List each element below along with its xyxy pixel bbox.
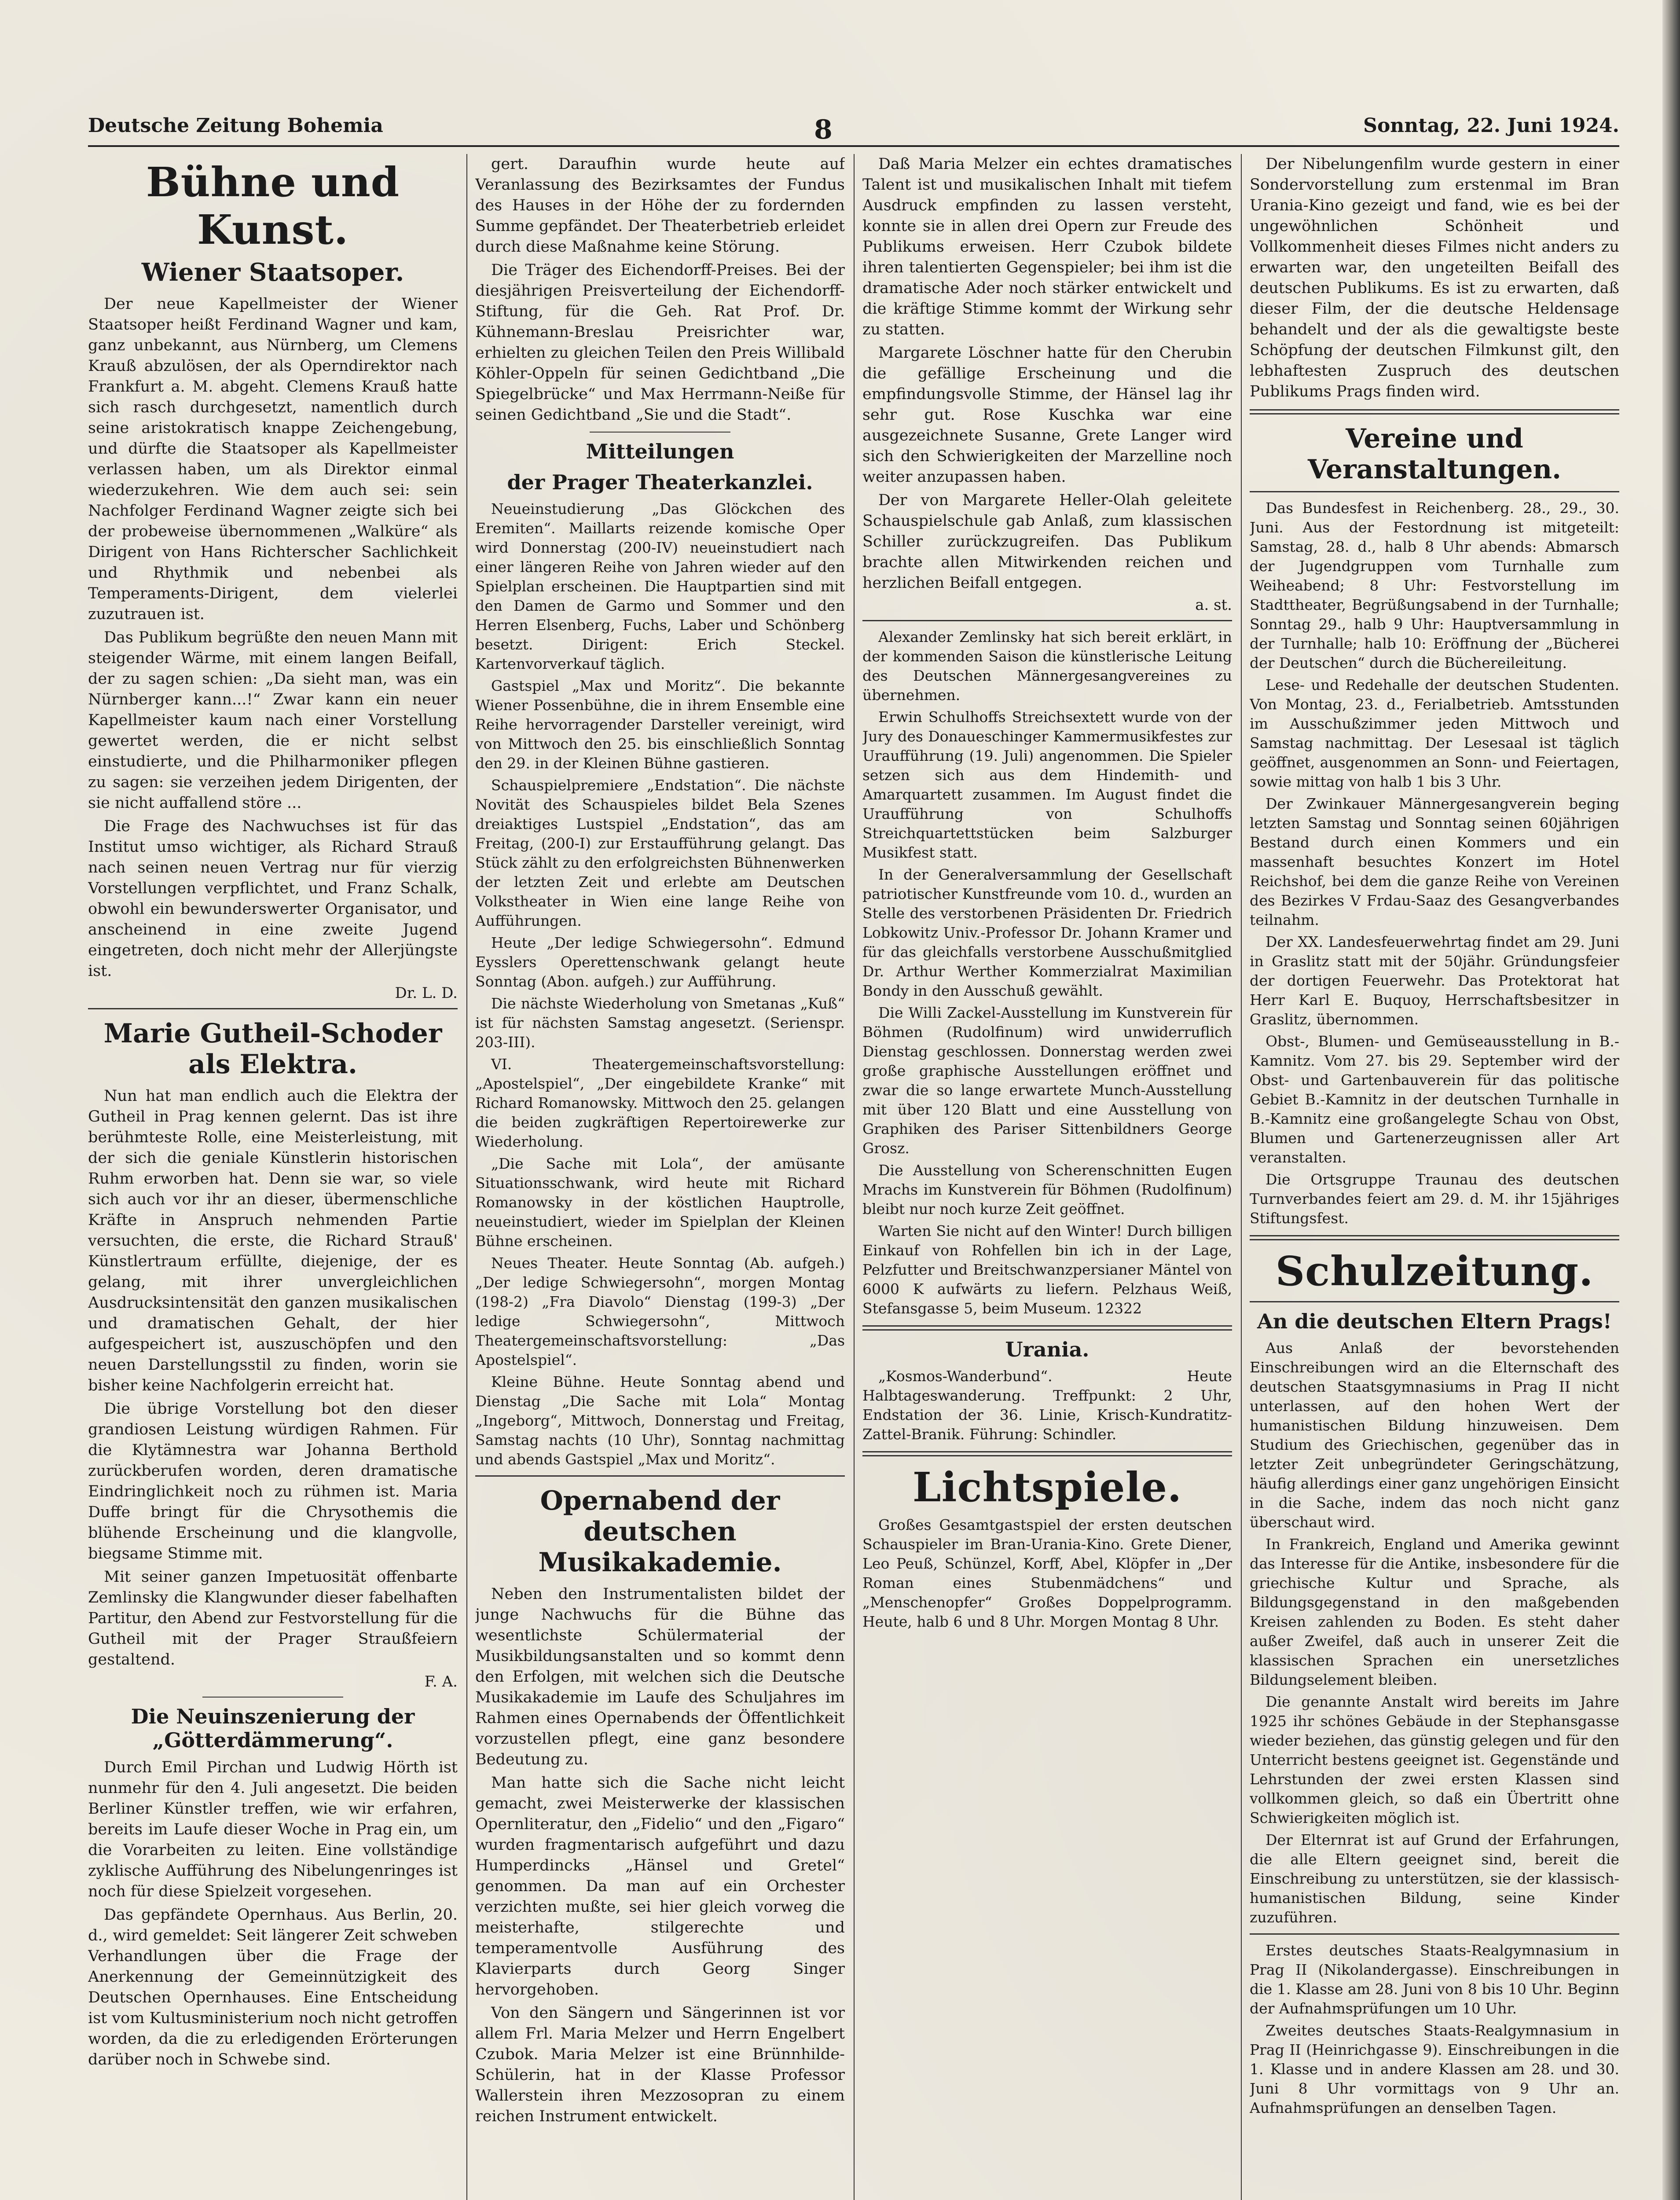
article-paragraph: Die nächste Wiederholung von Smetanas „Kuß“ ist für nächsten Samstag angesetzt. (Serienspr. 203-III). (475, 995, 845, 1051)
article-paragraph: Der Elternrat ist auf Grund der Erfahrungen, die alle Eltern geeignet sind, bereit die Einschreibung zu unterstützen, sie der klassisch-humanistischen Bildung, seine Kinder zuzuführen. (1250, 1831, 1619, 1926)
column-2 (475, 154, 845, 2200)
section-title-vereine: Vereine und Veranstaltungen. (1307, 423, 1562, 485)
article-paragraph: Der neue Kapellmeister der Wiener Staatsoper heißt Ferdinand Wagner und kam, ganz unbekannt, aus Nürnberg, um Clemens Krauß abzulösen, der als Operndirektor nach Frankfurt a. M. abgeht. Clemens Krauß hatte sich rasch durchgesetzt, namentlich durch seine aristokratisch knappe Zeichengebung, und dürfte die Staatsoper als Kapellmeister verlassen haben, um als Direktor einmal wiederzukehren. Wie dem auch sei: sein Nachfolger Ferdinand Wagner zeigte sich bei der probeweise übernommenen „Walküre“ als Dirigent von Hans Richterscher Sachlichkeit und Rhythmik und nebenbei als Temperaments-Dirigent, dem vielerlei zuzutrauen ist. (88, 295, 458, 623)
article-paragraph: Die Träger des Eichendorff-Preises. Bei der diesjährigen Preisverteilung der Eichendorff-Stiftung, für die Geh. Rat Prof. Dr. Kühnemann-Breslau Preisrichter war, erhielten zu gleichen Teilen den Preis Willibald Köhler-Oppeln für seinen Gedichtband „Die Spiegelbrücke“ und Max Herrmann-Neiße für seinen Gedichtband „Sie und die Stadt“. (475, 261, 845, 424)
news-item: Großes Gesamtgastspiel der ersten deutschen Schauspieler im Bran-Urania-Kino. Grete Diener, Leo Peuß, Schünzel, Korff, Abel, Klöpfer in „Der Roman eines Stubenmädchens“ und „Menschenopfer“ Großes Doppelprogramm. Heute, halb 6 und 8 Uhr. Morgen Montag 8 Uhr. (862, 1516, 1232, 1630)
advertisement: Warten Sie nicht auf den Winter! Durch billigen Einkauf von Rohfellen bin ich in der Lage, Pelzfutter und Breitschwanzpersianer Mäntel von 6000 K aufwärts zu liefern. Pelzhaus Weiß, Stefansgasse 5, beim Museum. 12322 (862, 1222, 1232, 1317)
article-signature: Dr. L. D. (395, 984, 458, 1002)
article-paragraph: Kleine Bühne. Heute Sonntag abend und Dienstag „Die Sache mit Lola“ Montag „Ingeborg“, Mittwoch, Donnerstag und Freitag, Samstag nachts (10 Uhr), Sonntag nachmittag und abends Gastspiel „Max und Moritz“. (475, 1373, 845, 1468)
news-item: Die Ausstellung von Scherenschnitten Eugen Mrachs im Kunstverein für Böhmen (Rudolfinum) bleibt nur noch kurze Zeit geöffnet. (862, 1162, 1232, 1217)
news-item: Die Willi Zackel-Ausstellung im Kunstverein für Böhmen (Rudolfinum) wird unwiderruflich Dienstag geschlossen. Donnerstag werden zwei große graphische Ausstellungen eröffnet und zwar die so lange erwartete Munch-Ausstellung mit über 120 Blatt und eine Ausstellung von Graphiken des Pariser Sittenbildners George Grosz. (862, 1004, 1232, 1157)
section-title-lichtspiele: Lichtspiele. (912, 1463, 1182, 1511)
news-item: Die Ortsgruppe Traunau des deutschen Turnverbandes feiert am 29. d. M. ihr 15jähriges Stiftungsfest. (1250, 1171, 1619, 1227)
article-title: Marie Gutheil-Schoder als Elektra. (103, 1018, 442, 1080)
double-divider (1250, 1235, 1619, 1240)
news-item: Der Zwinkauer Männergesangverein beging letzten Samstag und Sonntag seinen 60jährigen Bestand durch einen Kommers und ein massenhaft besuchtes Konzert im Hotel Reichshof, bei dem die ganze Reihe von Vereinen des Bezirkes V Frdau-Saaz des Gesangverbandes teilnahm. (1250, 795, 1619, 928)
notice: Erstes deutsches Staats-Realgymnasium in Prag II (Nikolandergasse). Einschreibungen in die 1. Klasse am 28. Juni von 8 bis 10 Uhr. Beginn der Aufnahmsprüfungen um 10 Uhr. (1250, 1942, 1619, 2017)
article-subtitle: An die deutschen Eltern Prags! (1257, 1309, 1612, 1333)
news-item: Erwin Schulhoffs Streichsextett wurde von der Jury des Donaueschinger Kammermusikfestes zur Uraufführung (19. Juli) angenommen. Die Spieler setzen sich aus dem Hindemith- und Amarquartett zusammen. Im August findet die Uraufführung von Schulhoffs Streichquartettstücken beim Salzburger Musikfest statt. (862, 708, 1232, 861)
news-item: Das Bundesfest in Reichenberg. 28., 29., 30. Juni. Aus der Festordnung ist mitgeteilt: Samstag, 28. d., halb 8 Uhr abends: Abmarsch der Jugendgruppen vom Turnhalle zum Weiheabend; 8 Uhr: Festvorstellung im Stadttheater, Begrüßungsabend in der Turnhalle; Sonntag 29., halb 9 Uhr: Hauptversammlung in der Turnhalle; halb 10: Eröffnung der „Bücherei der Deutschen“ durch die Büchereileitung. (1250, 499, 1619, 671)
article-paragraph: Die genannte Anstalt wird bereits im Jahre 1925 ihr schönes Gebäude in der Stephansgasse wieder beziehen, das günstig gelegen und für den Unterricht bestens geeignet ist. Gegenstände und Lehrstunden der zwei ersten Klassen sind vollkommen gleich, so daß ein Übertritt ohne Schwierigkeiten möglich ist. (1250, 1693, 1619, 1826)
divider (475, 1475, 845, 1477)
page-header (88, 114, 1619, 150)
article-paragraph: gert. Daraufhin wurde heute auf Veranlassung des Bezirksamtes der Fundus des Hauses in der Höhe der zu fordernden Summe gepfändet. Der Theaterbetrieb erleidet durch diese Maßnahme keine Störung. (475, 155, 845, 256)
article-paragraph: Schauspielpremiere „Endstation“. Die nächste Novität des Schauspieles bildet Bela Szenes dreiaktiges Lustspiel „Endstation“, das am Freitag, (200-I) zur Erstaufführung gelangt. Das Stück zählt zu den erfolgreichsten Bühnenwerken der letzten Zeit und erlebte am Deutschen Volkstheater in Wien eine lange Reihe von Aufführungen. (475, 777, 845, 929)
scan-edge (1662, 0, 1680, 2200)
article-paragraph: Heute „Der ledige Schwiegersohn“. Edmund Eysslers Operettenschwank gelangt heute Sonntag (Abon. aufgeh.) zur Aufführung. (475, 934, 845, 990)
article-paragraph: Neues Theater. Heute Sonntag (Ab. aufgeh.) „Der ledige Schwiegersohn“, morgen Montag (198-2) „Fra Diavolo“ Dienstag (199-3) „Der ledige Schwiegersohn“, Mittwoch Theatergemeinschaftsvorstellung: „Das Apostelspiel“. (475, 1254, 845, 1368)
divider (590, 432, 730, 433)
article-paragraph: Durch Emil Pirchan und Ludwig Hörth ist nunmehr für den 4. Juli angesetzt. Die beiden Berliner Künstler treffen, wie wir erfahren, bereits im Laufe dieser Woche in Prag ein, um die Vorarbeiten zu leiten. Eine vollständige zyklische Aufführung des Nibelungenringes ist noch für diese Spielzeit vorgesehen. (88, 1759, 458, 1900)
section-title-schulzeitung: Schulzeitung. (1275, 1247, 1594, 1295)
news-item: In der Generalversammlung der Gesellschaft patriotischer Kunstfreunde vom 10. d., wurden an Stelle des verstorbenen Präsidenten Dr. Friedrich Lobkowitz Univ.-Professor Dr. Johann Kramer und für das gleichfalls verstorbene Ausschußmitglied Dr. Arthur Werther Kommerzialrat Maximilian Bondy in den Ausschuß gewählt. (862, 866, 1232, 999)
article-paragraph: Man hatte sich die Sache nicht leicht gemacht, zwei Meisterwerke der klassischen Opernliteratur, den „Fidelio“ und den „Figaro“ wurden fragmentarisch aufgeführt und dazu Humperdincks „Hänsel und Gretel“ genommen. Da man auf ein Orchester verzichten mußte, sei hier gleich vorweg die meisterhafte, stilgerechte und temperamentvolle Ausführung des Klavierparts durch Georg Singer hervorgehoben. (475, 1774, 845, 1998)
article-paragraph: Gastspiel „Max und Moritz“. Die bekannte Wiener Possenbühne, die in ihrem Ensemble eine Reihe hervorragender Darsteller vereinigt, wird von Mittwoch den 25. bis einschließlich Sonntag den 29. in der Kleinen Bühne gastieren. (475, 677, 845, 772)
page-number: 8 (814, 114, 833, 145)
article-paragraph: Daß Maria Melzer ein echtes dramatisches Talent ist und musikalischen Inhalt mit tiefem Ausdruck empfinden zu lassen versteht, konnte sie in allen drei Opern zur Freude des Publikums erweisen. Herr Czubok bildete ihren talentierten Gegenspieler; bei ihm ist die dramatische Ader noch stärker entwickelt und die kräftige Stimme kommt der Wirkung sehr zu statten. (862, 155, 1232, 338)
article-paragraph: Der Nibelungenfilm wurde gestern in einer Sondervorstellung zum erstenmal im Bran Urania-Kino gezeigt und fand, wie es bei der ungewöhnlichen Schönheit und Vollkommenheit dieses Filmes nicht anders zu erwarten war, den ungeteilten Beifall des deutschen Publikums. Es ist zu erwarten, daß dieser Film, der die deutsche Heldensage behandelt und der als die gewaltigste beste Schöpfung der deutschen Filmkunst gilt, den lebhaftesten Zuspruch des deutschen Publikums Prags finden wird. (1250, 155, 1619, 400)
article-subtitle: der Prager Theaterkanzlei. (507, 470, 813, 494)
news-item: Lese- und Redehalle der deutschen Studenten. Von Montag, 23. d., Ferialbetrieb. Amtsstunden im Ausschußzimmer jeden Mittwoch und Samstag nachmittag. Der Lesesaal ist täglich geöffnet, ausgenommen an Sonn- und Feiertagen, sowie mittag von halb 1 bis 3 Uhr. (1250, 676, 1619, 790)
article-paragraph: Margarete Löschner hatte für den Cherubin die gefällige Erscheinung und die empfindungsvolle Stimme, der Hänsel lag ihr sehr gut. Rose Kuschka war eine ausgezeichnete Susanne, Grete Langer wird sich den Schwierigkeiten der Marzelline noch weiter anzupassen haben. (862, 344, 1232, 486)
article-paragraph: Neueinstudierung „Das Glöckchen des Eremiten“. Maillarts reizende komische Oper wird Donnerstag (200-IV) neueinstudiert nach einer längeren Reihe von Jahren wieder auf den Spielplan erscheinen. Die Hauptpartien sind mit den Damen de Garmo und Sommer und den Herren Elsenberg, Fuchs, Laber und Schönberg besetzt. Dirigent: Erich Steckel. Kartenvorverkauf täglich. (475, 500, 845, 672)
notice: Zweites deutsches Staats-Realgymnasium in Prag II (Heinrichgasse 9). Einschreibungen in die 1. Klasse und in andere Klassen am 28. und 30. Juni 8 Uhr vormittags von 9 Uhr an. Aufnahmsprüfungen an denselben Tagen. (1250, 2022, 1619, 2116)
news-item: „Kosmos-Wanderbund“. Heute Halbtageswanderung. Treffpunkt: 2 Uhr, Endstation der 36. Linie, Krisch-Kundratitz-Zattel-Branik. Führung: Schindler. (862, 1368, 1232, 1443)
double-divider (1250, 409, 1619, 414)
article-paragraph: Die übrige Vorstellung bot den dieser grandiosen Leistung würdigen Rahmen. Für die Klytämnestra war Johanna Berthold zurückberufen worden, deren dramatische Eindringlichkeit noch zu rühmen ist. Maria Duffe bringt für die Chrysothemis die blühende Erscheinung und die klangvolle, biegsame Stimme mit. (88, 1400, 458, 1562)
article-paragraph: Das Publikum begrüßte den neuen Mann mit steigender Wärme, mit einem langen Beifall, der zu sagen schien: „Da sieht man, was ein Nürnberger kann...!“ Zwar kann ein neuer Kapellmeister kaum nach einer Vorstellung gewertet werden, die er nicht selbst einstudierte, und die Philharmoniker pflegen zu sagen: sie verzeihen jedem Dirigenten, der sie nicht auffallend störe ... (88, 629, 458, 812)
article-title: Die Neuinszenierung der „Götterdämmerung“. (131, 1705, 415, 1752)
article-paragraph: „Die Sache mit Lola“, der amüsante Situationsschwank, wird heute mit Richard Romanowsky in der köstlichen Hauptrolle, neueinstudiert, wieder im Spielplan der Kleinen Bühne erscheinen. (475, 1155, 845, 1250)
issue-date: Sonntag, 22. Juni 1924. (1363, 114, 1619, 137)
article-paragraph: Der von Margarete Heller-Olah geleitete Schauspielschule gab Anlaß, zum klassischen Schiller zurückzugreifen. Das Publikum brachte allen Mitwirkenden reichen und herzlichen Beifall entgegen. (862, 491, 1232, 592)
section-title-urania: Urania. (1005, 1338, 1089, 1361)
divider (88, 1008, 458, 1009)
article-paragraph: Nun hat man endlich auch die Elektra der Gutheil in Prag kennen gelernt. Das ist ihre berühmteste Rolle, eine Meisterleistung, mit der sich die geniale Künstlerin historischen Ruhm erworben hat. Denn sie war, so viele sich auch vor ihr an dieser, übermenschliche Kräfte in Anspruch nehmenden Partie versuchten, die erste, die Richard Strauß' Künstlertraum erfüllte, diejenige, der es gelang, mit ihrer unvergleichlichen Ausdrucksintensität den ganzen musikalischen und dramatischen Gehalt, der hier aufgespeichert ist, auszuschöpfen und den neuen Darstellungsstil zu finden, worin sie bisher keine Nachfolgerin erreicht hat. (88, 1087, 458, 1394)
news-item: Obst-, Blumen- und Gemüseausstellung in B.-Kamnitz. Vom 27. bis 29. September wird der Obst- und Gartenbauverein für das politische Gebiet B.-Kamnitz in der deutschen Turnhalle in B.-Kamnitz eine großangelegte Schau von Obst, Blumen und Gartenerzeugnissen aller Art veranstalten. (1250, 1033, 1619, 1166)
article-title: Mitteilungen (586, 440, 734, 463)
column-divider (466, 154, 467, 2200)
column-divider (1241, 154, 1242, 2200)
header-rule (88, 145, 1619, 147)
column-3 (862, 154, 1232, 2200)
article-title: Wiener Staatsoper. (141, 258, 404, 287)
column-4 (1250, 154, 1619, 2200)
article-signature: a. st. (1195, 596, 1232, 614)
column-1 (88, 154, 458, 2200)
divider (1250, 1933, 1619, 1935)
section-title-buehne: Bühne und Kunst. (146, 158, 400, 253)
article-paragraph: In Frankreich, England und Amerika gewinnt das Interesse für die Antike, insbesondere für die griechische Kultur und Sprache, als Bildungsgegenstand in den maßgebenden Kreisen zahlenden zu Boden. Es steht daher außer Zweifel, daß auch in unserer Zeit die klassischen Sprachen ein unersetzliches Bildungselement bleiben. (1250, 1536, 1619, 1688)
divider (1250, 491, 1619, 492)
double-divider (862, 1325, 1232, 1331)
article-paragraph: Die Frage des Nachwuchses ist für das Institut umso wichtiger, als Richard Strauß nach seinen neuen Vertrag nur für vierzig Vorstellungen verpflichtet, und Franz Schalk, obwohl ein bewunderswerter Organisator, und anscheinend in eine zweite Jugend eingetreten, doch nicht mehr der Allerjüngste ist. (88, 818, 458, 980)
divider (862, 620, 1232, 621)
divider (1250, 1301, 1619, 1302)
article-paragraph: Aus Anlaß der bevorstehenden Einschreibungen wird an die Elternschaft des deutschen Staatsgymnasiums in Prag II nicht unterlassen, auf den hohen Wert der humanistischen Bildung hinzuweisen. Dem Studium des Griechischen, gegenüber das in letzter Zeit unbegründeter Geringschätzung, häufig allerdings einer ganz ungehörigen Einsicht in die Sache, indem das noch nicht ganz überschaut wird. (1250, 1339, 1619, 1531)
news-item: Der XX. Landesfeuerwehrtag findet am 29. Juni in Graslitz statt mit der 50jähr. Gründungsfeier der dortigen Feuerwehr. Das Protektorat hat Herr Karl E. Buquoy, Herrschaftsbesitzer in Graslitz, übernommen. (1250, 933, 1619, 1028)
news-item: Alexander Zemlinsky hat sich bereit erklärt, in der kommenden Saison die künstlerische Leitung des Deutschen Männergesangvereines zu übernehmen. (862, 628, 1232, 704)
article-signature: F. A. (424, 1673, 458, 1690)
column-divider (854, 154, 855, 2200)
newspaper-name: Deutsche Zeitung Bohemia (88, 114, 383, 137)
article-title: Opernabend der deutschen Musikakademie. (538, 1485, 782, 1578)
article-paragraph: Das gepfändete Opernhaus. Aus Berlin, 20. d., wird gemeldet: Seit längerer Zeit schweben Verhandlungen über die Frage der Anerkennung der Gemeinnützigkeit des Deutschen Opernhauses. Eine Entscheidung ist vom Kultusministerium noch nicht getroffen worden, da die zu erledigenden Erörterungen darüber noch in Schwebe sind. (88, 1906, 458, 2068)
article-paragraph: Mit seiner ganzen Impetuosität offenbarte Zemlinsky die Klangwunder dieser fabelhaften Partitur, den Abend zur Festvorstellung für die Gutheil mit der Prager Straußfeiern gestaltend. (88, 1568, 458, 1668)
article-paragraph: VI. Theatergemeinschaftsvorstellung: „Apostelspiel“, „Der eingebildete Kranke“ mit Richard Romanowsky. Mittwoch den 25. gelangen die beiden zugkräftigen Repertoirewerke zur Wiederholung. (475, 1056, 845, 1150)
article-paragraph: Von den Sängern und Sängerinnen ist vor allem Frl. Maria Melzer und Herrn Engelbert Czubok. Maria Melzer ist eine Brünnhilde-Schülerin, hat in der Klasse Professor Wallerstein ihren Mezzosopran zu einem reichen Instrument entwickelt. (475, 2004, 845, 2125)
divider (202, 1697, 343, 1698)
double-divider (862, 1451, 1232, 1456)
article-paragraph: Neben den Instrumentalisten bildet der junge Nachwuchs für die Bühne das wesentlichste Schülermaterial der Musikbildungsanstalten und so kommt denn den Erfolgen, mit welchen sich die Deutsche Musikakademie im Laufe des Schuljahres im Rahmen eines Opernabends der Öffentlichkeit vorzustellen pflegt, eine ganz besondere Bedeutung zu. (475, 1585, 845, 1768)
